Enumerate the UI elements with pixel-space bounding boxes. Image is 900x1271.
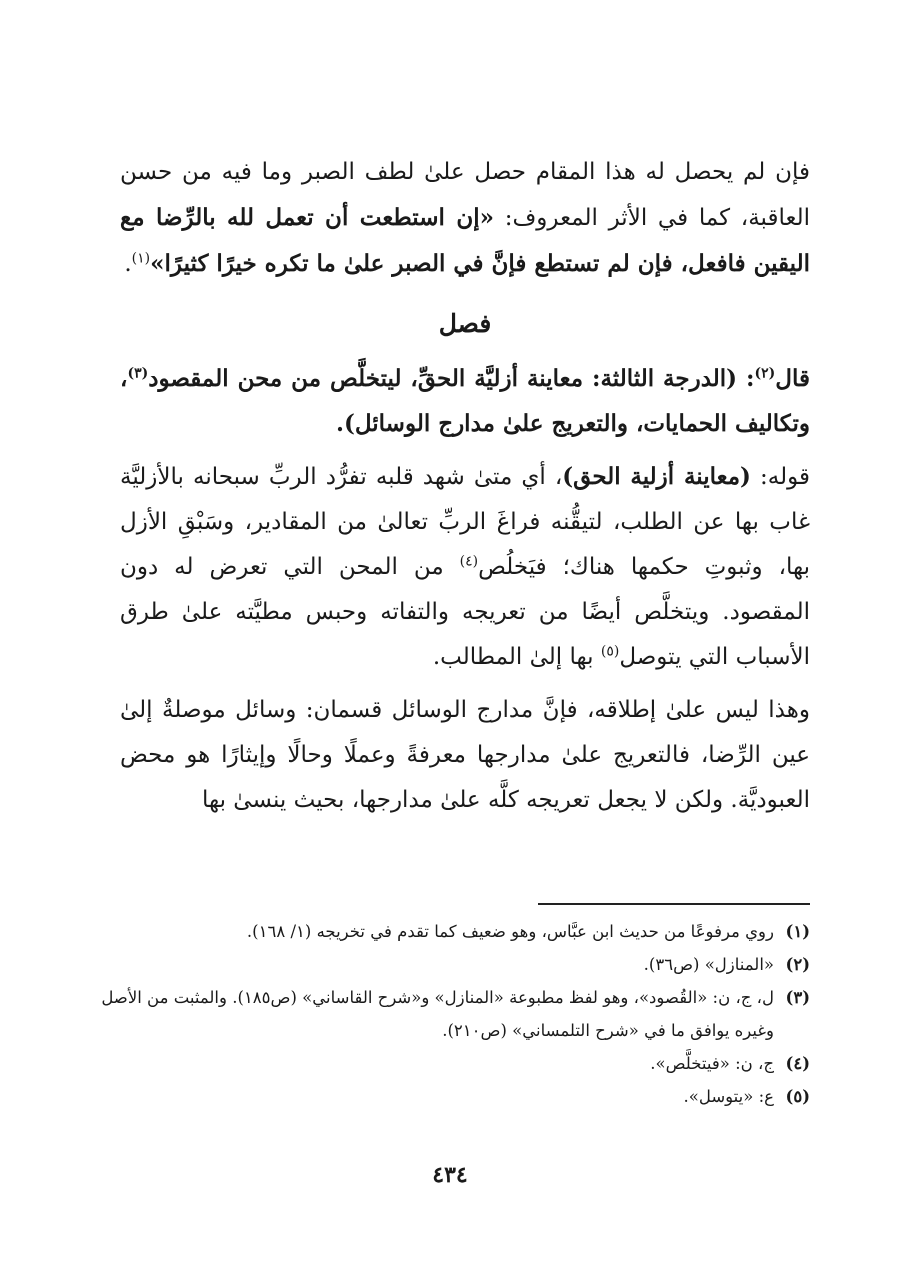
page-number: ٤٣٤ — [432, 1162, 468, 1188]
paragraph-2-text-a: : (الدرجة الثالثة: معاينة أزليَّة الحقِّ، ليتخلَّص من محن المقصود — [148, 365, 755, 392]
paragraph-3-text-a: ، أي متىٰ شهد قلبه تفرُّد الربِّ سبحانه بالأزليَّة غاب بها عن الطلب، لتيقُّنه فراغَ الربِّ تعالىٰ من المقادير، وسَبْقِ الأزل بها، وثبوتِ حكمها هناك؛ فيَخلُص — [120, 464, 811, 580]
footnote-ref-2: (٢) — [754, 365, 776, 382]
paragraph-1-end: . — [124, 251, 132, 277]
footnote-1 — [90, 915, 810, 948]
paragraph-1-text: فإن لم يحصل له هذا المقام حصل علىٰ لطف الصبر وما فيه من حسن العاقبة، كما في الأثر المعروف: — [120, 159, 810, 231]
paragraph-3-quoted: (معاينة أزلية الحق) — [562, 463, 751, 490]
footnote-number: (٣) — [785, 988, 810, 1007]
section-heading: فصل — [438, 309, 492, 338]
paragraph-4-text: وهذا ليس علىٰ إطلاقه، فإنَّ مدارج الوسائل قسمان: وسائل موصلةٌ إلىٰ عين الرِّضا، فالتعريج علىٰ مدارجها معرفةً وعملًا وحالًا وإيثارًا هو محض العبوديَّة. ولكن لا يجعل تعريجه كلَّه علىٰ مدارجها، بحيث ينسىٰ بها — [120, 697, 810, 813]
footnote-text: روي مرفوعًا من حديث ابن عبَّاس، وهو ضعيف كما تقدم في تخريجه (١/ ١٦٨). — [246, 922, 774, 941]
paragraph-3-lead: قوله: — [750, 464, 810, 490]
footnote-ref-1: (١) — [131, 250, 151, 267]
main-text — [120, 150, 810, 823]
athar-quote: «إن استطعت أن تعمل لله بالرِّضا مع اليقين فافعل، فإن لم تستطع فإنَّ في الصبر علىٰ ما تكره خيرًا كثيرًا» — [120, 204, 810, 277]
footnote-text: «المنازل» (ص٣٦). — [643, 955, 774, 974]
footnote-number: (٢) — [785, 955, 810, 974]
footnote-number: (٥) — [785, 1087, 810, 1106]
footnote-ref-4: (٤) — [459, 553, 479, 570]
footnote-ref-3: (٣) — [127, 365, 149, 382]
paragraph-3-text-b: من المحن التي تعرض له دون المقصود. ويتخلَّص أيضًا من تعريجه والتفاته وحبس مطيَّته علىٰ طرق الأسباب التي يتوصل — [120, 554, 810, 670]
qala-label: قال — [775, 365, 810, 392]
paragraph-2-text-b: ، وتكاليف الحمايات، والتعريج علىٰ مدارج الوسائل). — [120, 365, 810, 437]
footnote-number: (٤) — [785, 1054, 810, 1073]
footnote-text: ج، ن: «فيتخلَّص». — [650, 1054, 774, 1073]
footnote-number: (١) — [785, 922, 810, 941]
paragraph-3 — [120, 454, 810, 680]
footnote-text: ع: «يتوسل». — [683, 1087, 774, 1106]
footnote-3 — [90, 981, 810, 1047]
paragraph-1 — [120, 150, 810, 287]
paragraph-2 — [120, 356, 810, 446]
paragraph-3-text-c: بها إلىٰ المطالب. — [432, 644, 601, 670]
footnote-separator — [538, 903, 810, 905]
footnotes — [90, 915, 810, 1113]
footnote-4 — [90, 1047, 810, 1080]
footnote-ref-5: (٥) — [600, 643, 620, 660]
footnote-5 — [90, 1080, 810, 1113]
paragraph-4 — [120, 688, 810, 823]
footnote-2 — [90, 948, 810, 981]
footnote-text: ل، ج، ن: «القُصود»، وهو لفظ مطبوعة «المنازل» و«شرح القاساني» (ص١٨٥). والمثبت من الأصل وغيره يوافق ما في «شرح التلمساني» (ص٢١٠). — [101, 988, 774, 1040]
